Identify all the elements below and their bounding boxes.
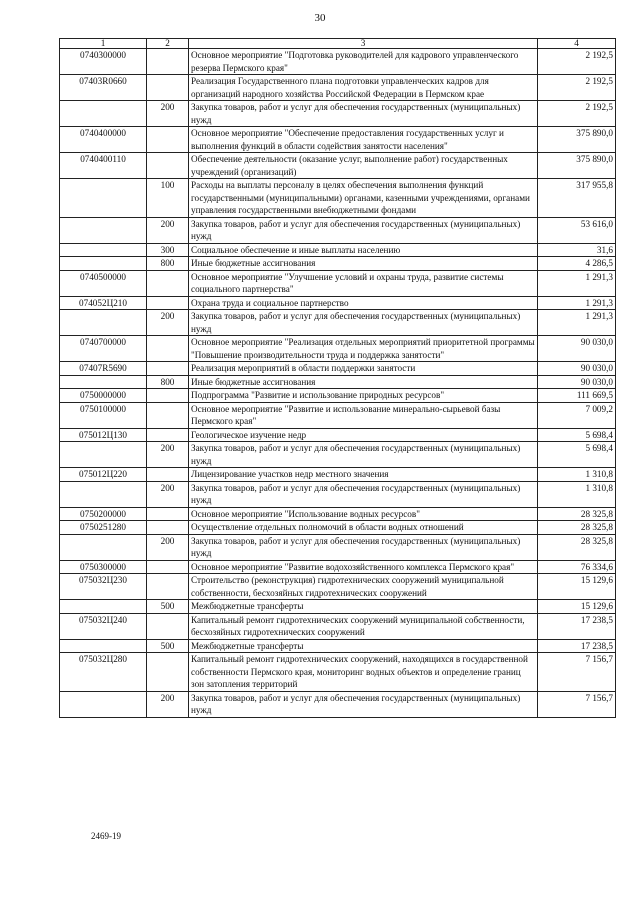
row-expense-type-cell [147, 402, 189, 428]
row-expense-type-cell: 200 [147, 217, 189, 243]
table-row [60, 153, 616, 179]
row-name-cell: Строительство (реконструкция) гидротехнических сооружений муниципальной собственности, бесхозяйных гидротехнических сооружений [189, 574, 538, 600]
row-code-cell: 0740300000 [60, 49, 147, 75]
row-amount-cell: 53 616,0 [538, 217, 616, 243]
table-row [60, 127, 616, 153]
table-row [60, 691, 616, 717]
row-expense-type-cell [147, 296, 189, 310]
table-row [60, 336, 616, 362]
row-amount-cell: 7 156,7 [538, 691, 616, 717]
table-row [60, 389, 616, 403]
row-name-cell: Реализация мероприятий в области поддержки занятости [189, 362, 538, 376]
row-amount-cell: 2 192,5 [538, 75, 616, 101]
page-number: 30 [314, 12, 326, 24]
row-amount-cell: 111 669,5 [538, 389, 616, 403]
row-expense-type-cell [147, 75, 189, 101]
row-name-cell: Основное мероприятие "Развитие водохозяйственного комплекса Пермского края" [189, 560, 538, 574]
row-amount-cell: 17 238,5 [538, 639, 616, 653]
table-body [60, 49, 616, 718]
row-amount-cell: 28 325,8 [538, 507, 616, 521]
row-amount-cell: 1 310,8 [538, 468, 616, 482]
row-code-cell [60, 243, 147, 257]
table-row [60, 560, 616, 574]
row-code-cell: 0740400000 [60, 127, 147, 153]
table-row [60, 402, 616, 428]
row-name-cell: Охрана труда и социальное партнерство [189, 296, 538, 310]
row-code-cell: 0740500000 [60, 270, 147, 296]
row-name-cell: Закупка товаров, работ и услуг для обеспечения государственных (муниципальных) нужд [189, 442, 538, 468]
row-amount-cell: 2 192,5 [538, 49, 616, 75]
row-expense-type-cell [147, 613, 189, 639]
document-footer-code: 2469-19 [91, 831, 121, 841]
row-code-cell [60, 375, 147, 389]
table-row [60, 49, 616, 75]
row-amount-cell: 375 890,0 [538, 127, 616, 153]
column-header: 2 [147, 39, 189, 49]
row-expense-type-cell [147, 428, 189, 442]
row-code-cell: 0750300000 [60, 560, 147, 574]
row-name-cell: Закупка товаров, работ и услуг для обеспечения государственных (муниципальных) нужд [189, 691, 538, 717]
row-expense-type-cell: 500 [147, 639, 189, 653]
table-row [60, 75, 616, 101]
row-expense-type-cell: 200 [147, 481, 189, 507]
table-row [60, 574, 616, 600]
row-code-cell: 07407R5690 [60, 362, 147, 376]
row-expense-type-cell [147, 507, 189, 521]
table-row [60, 521, 616, 535]
table-row [60, 243, 616, 257]
table-row [60, 468, 616, 482]
row-name-cell: Обеспечение деятельности (оказание услуг, выполнение работ) государственных учреждений (организаций) [189, 153, 538, 179]
row-name-cell: Реализация Государственного плана подготовки управленческих кадров для организаций народного хозяйства Российской Федерации в Пермском крае [189, 75, 538, 101]
row-expense-type-cell [147, 362, 189, 376]
table-row [60, 270, 616, 296]
row-expense-type-cell [147, 521, 189, 535]
row-expense-type-cell: 800 [147, 257, 189, 271]
row-name-cell: Осуществление отдельных полномочий в области водных отношений [189, 521, 538, 535]
row-name-cell: Основное мероприятие "Улучшение условий и охраны труда, развитие системы социального партнерства" [189, 270, 538, 296]
row-amount-cell: 5 698,4 [538, 442, 616, 468]
row-name-cell: Закупка товаров, работ и услуг для обеспечения государственных (муниципальных) нужд [189, 310, 538, 336]
row-name-cell: Закупка товаров, работ и услуг для обеспечения государственных (муниципальных) нужд [189, 481, 538, 507]
row-expense-type-cell [147, 153, 189, 179]
row-code-cell [60, 639, 147, 653]
row-expense-type-cell [147, 560, 189, 574]
row-expense-type-cell [147, 468, 189, 482]
row-amount-cell: 90 030,0 [538, 336, 616, 362]
row-amount-cell: 90 030,0 [538, 362, 616, 376]
table-row [60, 534, 616, 560]
row-code-cell: 0740400110 [60, 153, 147, 179]
row-code-cell: 0750100000 [60, 402, 147, 428]
row-amount-cell: 7 156,7 [538, 653, 616, 692]
table-row [60, 296, 616, 310]
row-code-cell [60, 179, 147, 218]
table-header-row [60, 39, 616, 49]
row-amount-cell: 7 009,2 [538, 402, 616, 428]
row-expense-type-cell: 100 [147, 179, 189, 218]
row-amount-cell: 17 238,5 [538, 613, 616, 639]
row-name-cell: Основное мероприятие "Использование водных ресурсов" [189, 507, 538, 521]
row-name-cell: Закупка товаров, работ и услуг для обеспечения государственных (муниципальных) нужд [189, 534, 538, 560]
table-row [60, 507, 616, 521]
row-amount-cell: 15 129,6 [538, 574, 616, 600]
row-name-cell: Геологическое изучение недр [189, 428, 538, 442]
row-name-cell: Межбюджетные трансферты [189, 600, 538, 614]
row-name-cell: Капитальный ремонт гидротехнических сооружений муниципальной собственности, бесхозяйных гидротехнических сооружений [189, 613, 538, 639]
table-row [60, 653, 616, 692]
row-amount-cell: 76 334,6 [538, 560, 616, 574]
row-code-cell [60, 310, 147, 336]
row-expense-type-cell: 200 [147, 101, 189, 127]
row-amount-cell: 2 192,5 [538, 101, 616, 127]
row-name-cell: Иные бюджетные ассигнования [189, 375, 538, 389]
table-row [60, 310, 616, 336]
row-expense-type-cell: 500 [147, 600, 189, 614]
table-row [60, 362, 616, 376]
row-name-cell: Основное мероприятие "Реализация отдельных мероприятий приоритетной программы "Повышение производительности труда и поддержка занятости" [189, 336, 538, 362]
row-expense-type-cell: 200 [147, 691, 189, 717]
row-expense-type-cell [147, 49, 189, 75]
row-expense-type-cell [147, 574, 189, 600]
table-row [60, 375, 616, 389]
row-amount-cell: 28 325,8 [538, 521, 616, 535]
row-expense-type-cell [147, 270, 189, 296]
row-amount-cell: 31,6 [538, 243, 616, 257]
row-expense-type-cell [147, 336, 189, 362]
row-expense-type-cell: 300 [147, 243, 189, 257]
row-code-cell: 074052Ц210 [60, 296, 147, 310]
row-code-cell: 07403R0660 [60, 75, 147, 101]
row-name-cell: Подпрограмма "Развитие и использование природных ресурсов" [189, 389, 538, 403]
row-code-cell: 075032Ц240 [60, 613, 147, 639]
row-name-cell: Закупка товаров, работ и услуг для обеспечения государственных (муниципальных) нужд [189, 101, 538, 127]
row-code-cell: 0750200000 [60, 507, 147, 521]
column-header: 3 [189, 39, 538, 49]
row-code-cell [60, 257, 147, 271]
row-expense-type-cell [147, 389, 189, 403]
row-code-cell: 0740700000 [60, 336, 147, 362]
row-code-cell [60, 600, 147, 614]
row-code-cell: 075012Ц130 [60, 428, 147, 442]
table-row [60, 428, 616, 442]
row-code-cell: 075012Ц220 [60, 468, 147, 482]
row-amount-cell: 1 291,3 [538, 310, 616, 336]
table-row [60, 257, 616, 271]
table-row [60, 101, 616, 127]
column-header: 4 [538, 39, 616, 49]
table-row [60, 217, 616, 243]
table-row [60, 481, 616, 507]
row-amount-cell: 90 030,0 [538, 375, 616, 389]
row-code-cell: 075032Ц230 [60, 574, 147, 600]
row-amount-cell: 375 890,0 [538, 153, 616, 179]
row-expense-type-cell [147, 653, 189, 692]
row-name-cell: Межбюджетные трансферты [189, 639, 538, 653]
row-amount-cell: 28 325,8 [538, 534, 616, 560]
row-name-cell: Основное мероприятие "Подготовка руководителей для кадрового управленческого резерва Пермского края" [189, 49, 538, 75]
table-row [60, 600, 616, 614]
row-code-cell: 0750251280 [60, 521, 147, 535]
row-name-cell: Капитальный ремонт гидротехнических сооружений, находящихся в государственной собственности Пермского края, мониторинг водных объектов и определение границ зон затопления территорий [189, 653, 538, 692]
row-amount-cell: 1 310,8 [538, 481, 616, 507]
row-name-cell: Иные бюджетные ассигнования [189, 257, 538, 271]
row-expense-type-cell: 200 [147, 442, 189, 468]
row-amount-cell: 5 698,4 [538, 428, 616, 442]
row-code-cell [60, 534, 147, 560]
row-amount-cell: 1 291,3 [538, 296, 616, 310]
row-amount-cell: 1 291,3 [538, 270, 616, 296]
column-header: 1 [60, 39, 147, 49]
row-code-cell: 0750000000 [60, 389, 147, 403]
row-name-cell: Закупка товаров, работ и услуг для обеспечения государственных (муниципальных) нужд [189, 217, 538, 243]
row-code-cell [60, 442, 147, 468]
row-expense-type-cell: 800 [147, 375, 189, 389]
row-code-cell [60, 101, 147, 127]
table-row [60, 613, 616, 639]
budget-table [59, 38, 616, 718]
row-name-cell: Лицензирование участков недр местного значения [189, 468, 538, 482]
row-amount-cell: 4 286,5 [538, 257, 616, 271]
row-code-cell [60, 691, 147, 717]
row-name-cell: Основное мероприятие "Обеспечение предоставления государственных услуг и выполнения функций в области содействия занятости населения" [189, 127, 538, 153]
row-code-cell [60, 217, 147, 243]
table-row [60, 179, 616, 218]
row-expense-type-cell: 200 [147, 534, 189, 560]
table-row [60, 639, 616, 653]
table-row [60, 442, 616, 468]
row-name-cell: Расходы на выплаты персоналу в целях обеспечения выполнения функций государственными (муниципальными) органами, казенными учреждениями, органами управления государственными внебюджетными фондами [189, 179, 538, 218]
row-code-cell [60, 481, 147, 507]
row-expense-type-cell: 200 [147, 310, 189, 336]
row-code-cell: 075032Ц280 [60, 653, 147, 692]
row-amount-cell: 317 955,8 [538, 179, 616, 218]
row-amount-cell: 15 129,6 [538, 600, 616, 614]
row-expense-type-cell [147, 127, 189, 153]
row-name-cell: Основное мероприятие "Развитие и использование минерально-сырьевой базы Пермского края" [189, 402, 538, 428]
row-name-cell: Социальное обеспечение и иные выплаты населению [189, 243, 538, 257]
